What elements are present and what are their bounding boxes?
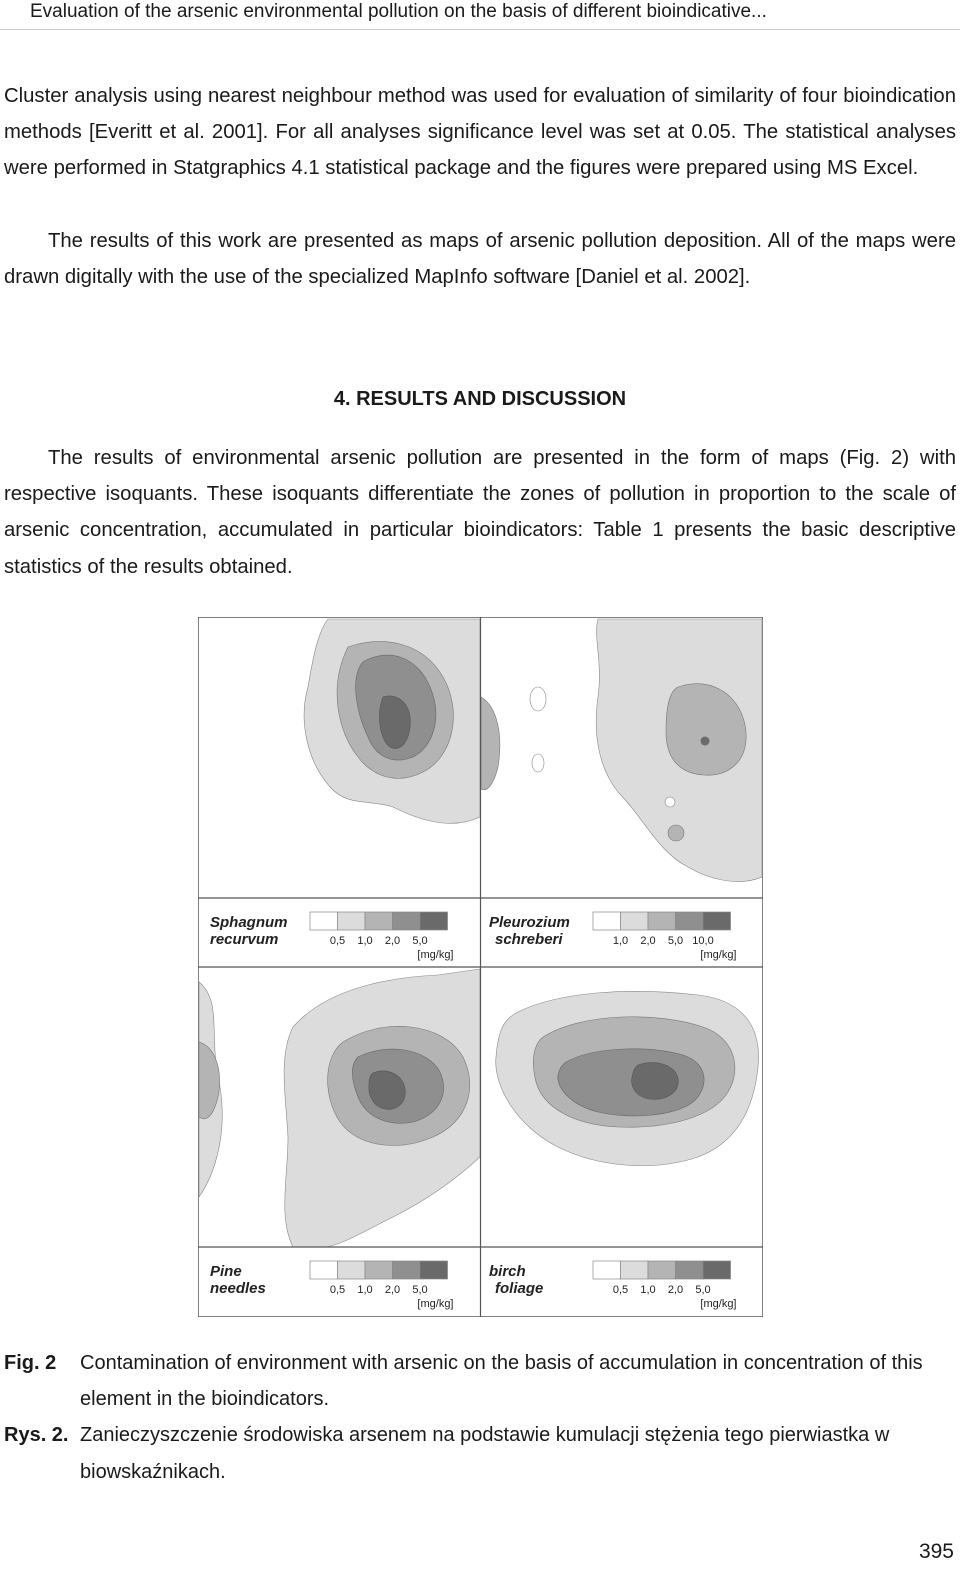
paragraph-methods: Cluster analysis using nearest neighbour method was used for evaluation of similarity of four bioindication methods [Everitt et al. 2001]. For all analyses significance level was set at 0.05. The statistical analyses were performed in Statgraphics 4.1 statistical package and the figures were prepared using MS Excel. bbox=[4, 85, 956, 180]
running-title: Evaluation of the arsenic environmental pollution on the basis of different bioindicative... bbox=[0, 0, 960, 30]
legend-swatch bbox=[365, 912, 393, 930]
legend-swatch bbox=[648, 912, 676, 930]
legend-tick-label: 5,0 bbox=[695, 1284, 711, 1296]
caption-label-en: Fig. 2 bbox=[4, 1352, 57, 1374]
panel-name-line2: foliage bbox=[495, 1280, 544, 1297]
legend-swatch bbox=[676, 1261, 704, 1279]
panel-name-line1: Pleurozium bbox=[489, 914, 570, 931]
legend-swatch bbox=[703, 912, 731, 930]
legend-swatch bbox=[393, 1261, 421, 1279]
section-heading: 4. RESULTS AND DISCUSSION bbox=[333, 388, 627, 410]
legend-unit: [mg/kg] bbox=[417, 949, 454, 961]
legend-unit: [mg/kg] bbox=[700, 1298, 737, 1310]
legend-tick-label: 0,5 bbox=[329, 935, 346, 947]
legend-swatch bbox=[393, 912, 421, 930]
map-pleurozium-schreberi bbox=[481, 618, 762, 898]
caption-english bbox=[4, 1345, 956, 1417]
legend-tick-label: 0,5 bbox=[329, 1284, 346, 1296]
legend-unit: [mg/kg] bbox=[417, 1298, 454, 1310]
legend-tick-label: 5,0 bbox=[667, 935, 684, 947]
caption-text-pl: Zanieczyszczenie środowiska arsenem na podstawie kumulacji stężenia tego pierwiastka w biowskaźnikach. bbox=[80, 1424, 890, 1483]
page-number: 395 bbox=[918, 1540, 954, 1563]
panel-name-line2: schreberi bbox=[495, 931, 563, 948]
legend-tick-label: 2,0 bbox=[640, 935, 656, 947]
figure-svg bbox=[198, 617, 763, 1317]
legend-tick-label: 5,0 bbox=[412, 935, 428, 947]
legend-swatch bbox=[420, 1261, 448, 1279]
legend-swatch bbox=[310, 1261, 338, 1279]
legend-tick-label: 10,0 bbox=[692, 935, 714, 947]
legend-tick-label: 1,0 bbox=[612, 935, 629, 947]
legend-swatch bbox=[648, 1261, 676, 1279]
legend-swatch bbox=[621, 912, 649, 930]
figure-caption bbox=[4, 1345, 956, 1490]
legend-swatch bbox=[621, 1261, 649, 1279]
map-birch-foliage bbox=[481, 967, 762, 1247]
legend-swatch bbox=[593, 1261, 621, 1279]
panel-name-line1: Sphagnum bbox=[210, 914, 288, 931]
panel-name-line2: needles bbox=[210, 1280, 266, 1297]
legend-swatch bbox=[338, 912, 366, 930]
panel-name-line1: Pine bbox=[210, 1263, 242, 1280]
map-pine-needles bbox=[199, 967, 480, 1247]
legend-swatch bbox=[676, 912, 704, 930]
legend-tick-label: 5,0 bbox=[412, 1284, 428, 1296]
legend-swatch bbox=[593, 912, 621, 930]
legend-unit: [mg/kg] bbox=[700, 949, 737, 961]
legend-swatch bbox=[703, 1261, 731, 1279]
legend-tick-label: 1,0 bbox=[640, 1284, 656, 1296]
legend-tick-label: 0,5 bbox=[612, 1284, 629, 1296]
legend-tick-label: 1,0 bbox=[357, 1284, 373, 1296]
legend-swatch bbox=[420, 912, 448, 930]
caption-polish bbox=[4, 1417, 956, 1489]
figure-arsenic-maps bbox=[198, 617, 763, 1317]
legend-swatch bbox=[310, 912, 338, 930]
legend-tick-label: 2,0 bbox=[384, 1284, 401, 1296]
legend-tick-label: 2,0 bbox=[667, 1284, 684, 1296]
caption-text-en: Contamination of environment with arsenic on the basis of accumulation in concentration of this element in the bioindicators. bbox=[80, 1352, 923, 1411]
paragraph-maps: The results of this work are presented as maps of arsenic pollution deposition. All of the maps were drawn digitally with the use of the specialized MapInfo software [Daniel et al. 2002]. bbox=[4, 230, 956, 289]
map-sphagnum-recurvum bbox=[199, 618, 480, 898]
panel-name-line1: birch bbox=[489, 1263, 526, 1280]
legend-tick-label: 1,0 bbox=[357, 935, 373, 947]
paragraph-results: The results of environmental arsenic pollution are presented in the form of maps (Fig. 2) with respective isoquants. These isoquants differentiate the zones of pollution in proportion to the scale of arsenic concentration, accumulated in particular bioindicators: Table 1 presents the basic descriptive statistics of the results obtained. bbox=[4, 447, 956, 578]
legend-swatch bbox=[365, 1261, 393, 1279]
legend-swatch bbox=[338, 1261, 366, 1279]
legend-tick-label: 2,0 bbox=[384, 935, 401, 947]
caption-label-pl: Rys. 2. bbox=[4, 1424, 69, 1447]
panel-name-line2: recurvum bbox=[210, 931, 279, 948]
